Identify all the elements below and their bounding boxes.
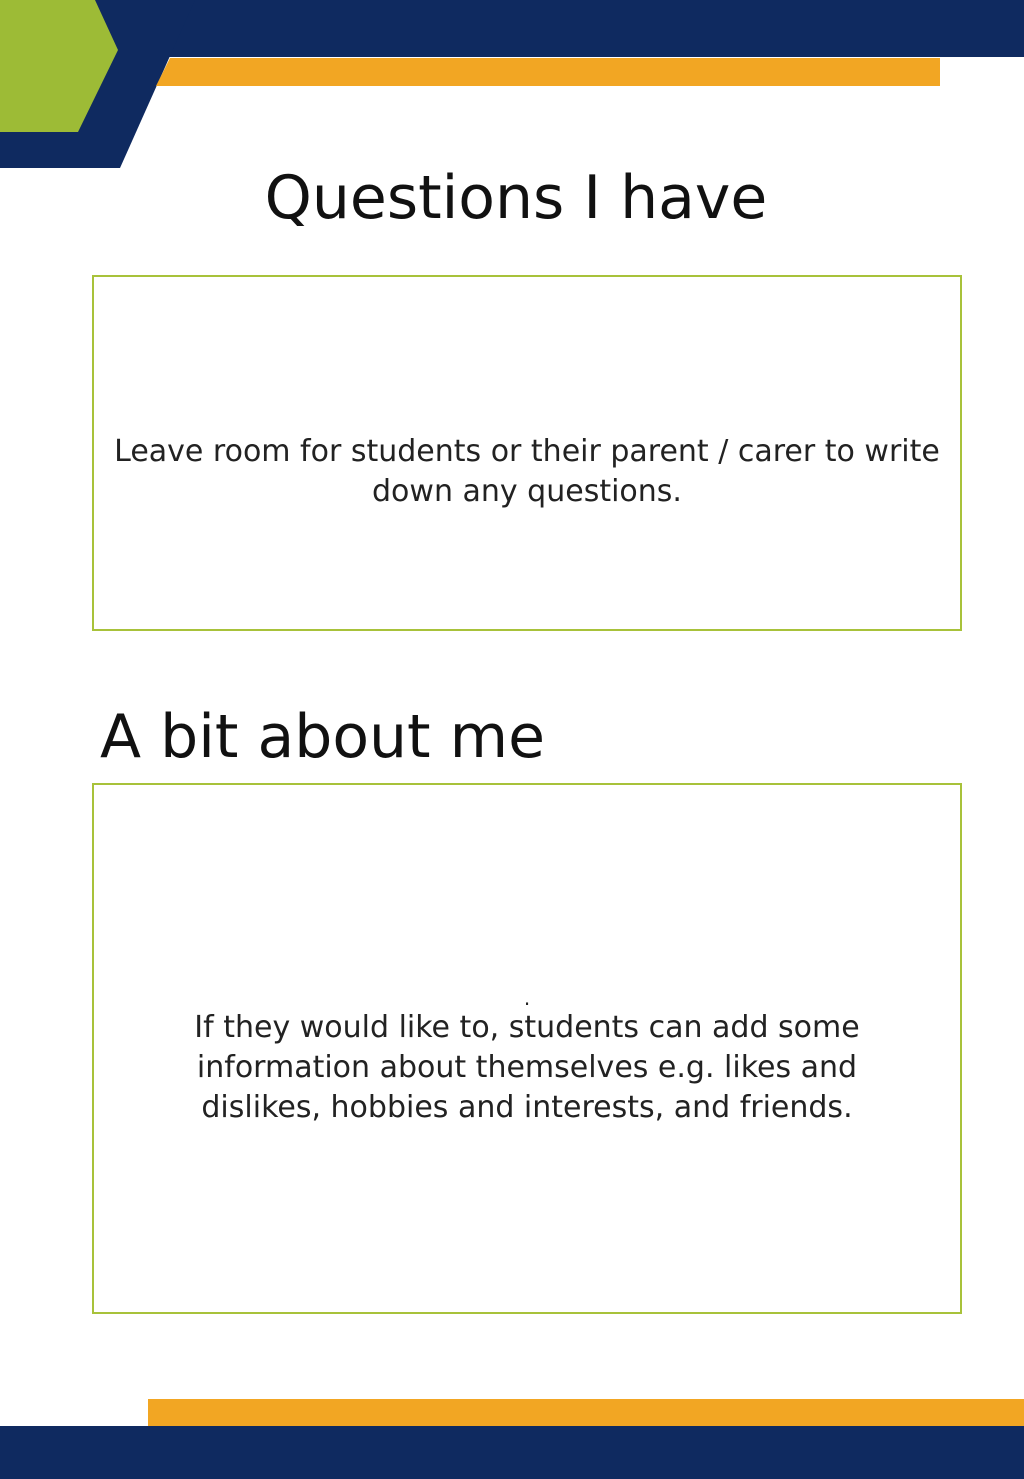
footer-orange-stripe bbox=[148, 1399, 1024, 1426]
about-me-dot: . bbox=[523, 985, 531, 1010]
footer-decoration bbox=[0, 1395, 1024, 1479]
about-me-text-block bbox=[147, 985, 907, 1128]
questions-heading: Questions I have bbox=[264, 163, 768, 233]
questions-box bbox=[92, 275, 962, 631]
about-me-instruction-text: If they would like to, students can add some information about themselves e.g. likes and dislikes, hobbies and interests, and friends. bbox=[194, 1009, 860, 1125]
footer-navy-band bbox=[0, 1426, 1024, 1479]
about-me-heading: A bit about me bbox=[100, 702, 546, 772]
about-me-box bbox=[92, 783, 962, 1314]
header-orange-stripe bbox=[156, 58, 940, 86]
questions-instruction-text: Leave room for students or their parent / carer to write down any questions. bbox=[114, 434, 940, 509]
header-decoration bbox=[0, 0, 1024, 170]
